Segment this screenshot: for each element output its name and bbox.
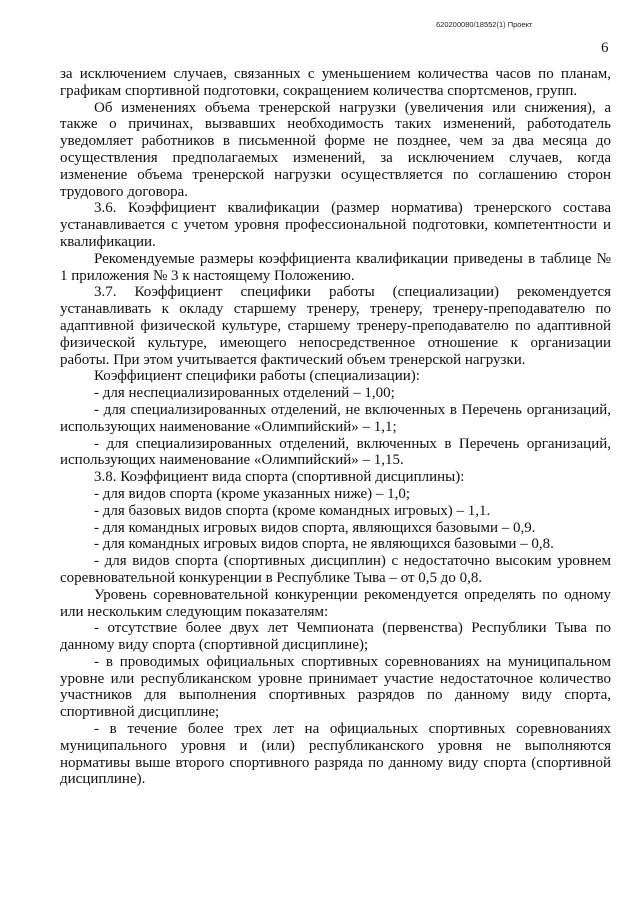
section-3-7-paragraph: 3.7. Коэффициент специфики работы (специализации) рекомендуется устанавливать к окладу старшему тренеру, тренеру, тренеру-преподавателю по адаптивной физической культуре, старшему тренеру-преподавателю по адаптивной физической культуре, имеющего непосредственное отношение к организации работы. При этом учитывается фактический объем тренерской нагрузки. bbox=[60, 284, 611, 368]
list-item: - для неспециализированных отделений – 1,00; bbox=[94, 385, 395, 402]
list-item: - отсутствие более двух лет Чемпионата (первенства) Республики Тыва по данному виду спорта (спортивной дисциплине); bbox=[60, 620, 611, 654]
paragraph: Коэффициент специфики работы (специализации): bbox=[94, 368, 420, 385]
list-item: - для базовых видов спорта (кроме командных игровых) – 1,1. bbox=[94, 502, 491, 519]
paragraph: за исключением случаев, связанных с уменьшением количества часов по планам, графикам спортивной подготовки, сокращением количества спортсменов, групп. bbox=[60, 66, 611, 99]
section-3-8-paragraph: 3.8. Коэффициент вида спорта (спортивной дисциплины): bbox=[94, 469, 465, 486]
list-item: - для видов спорта (спортивных дисциплин) с недостаточно высоким уровнем соревновательной конкуренции в Республике Тыва – от 0,5 до 0,8. bbox=[60, 553, 611, 586]
list-item: - в проводимых официальных спортивных соревнованиях на муниципальном уровне или республиканском уровне принимает участие недостаточное количество участников для выполнения спортивных разрядов по данному виду спорта, спортивной дисциплине; bbox=[60, 653, 611, 721]
list-item: - для видов спорта (кроме указанных ниже) – 1,0; bbox=[94, 485, 411, 502]
list-item: - для командных игровых видов спорта, являющихся базовыми – 0,9. bbox=[94, 519, 536, 536]
paragraph: Уровень соревновательной конкуренции рекомендуется определять по одному или нескольким следующим показателям: bbox=[60, 586, 611, 620]
document-body bbox=[60, 66, 611, 788]
document-id: 620200080/18552(1) Проект bbox=[436, 20, 533, 29]
list-item: - в течение более трех лет на официальных спортивных соревнованиях муниципального уровня и (или) республиканского уровня не выполняются нормативы выше второго спортивного разряда по данному виду спорта (спортивной дисциплине). bbox=[60, 721, 611, 788]
list-item: - для специализированных отделений, включенных в Перечень организаций, использующих наименование «Олимпийский» – 1,15. bbox=[60, 435, 611, 469]
section-3-6-paragraph: 3.6. Коэффициент квалификации (размер норматива) тренерского состава устанавливается с учетом уровня профессиональной подготовки, компетентности и квалификации. bbox=[60, 200, 611, 250]
paragraph: Об изменениях объема тренерской нагрузки (увеличения или снижения), а также о причинах, вызвавших необходимость таких изменений, работодатель уведомляет работников в письменной форме не позднее, чем за два месяца до осуществления предполагаемых изменений, за исключением случаев, когда изменение объема тренерской нагрузки осуществляется по соглашению сторон трудового договора. bbox=[60, 99, 611, 200]
paragraph: Рекомендуемые размеры коэффициента квалификации приведены в таблице № 1 приложения № 3 к настоящему Положению. bbox=[60, 250, 611, 284]
page-number: 6 bbox=[601, 40, 609, 56]
list-item: - для специализированных отделений, не включенных в Перечень организаций, использующих наименование «Олимпийский» – 1,1; bbox=[60, 401, 611, 435]
list-item: - для командных игровых видов спорта, не являющихся базовыми – 0,8. bbox=[94, 536, 554, 553]
